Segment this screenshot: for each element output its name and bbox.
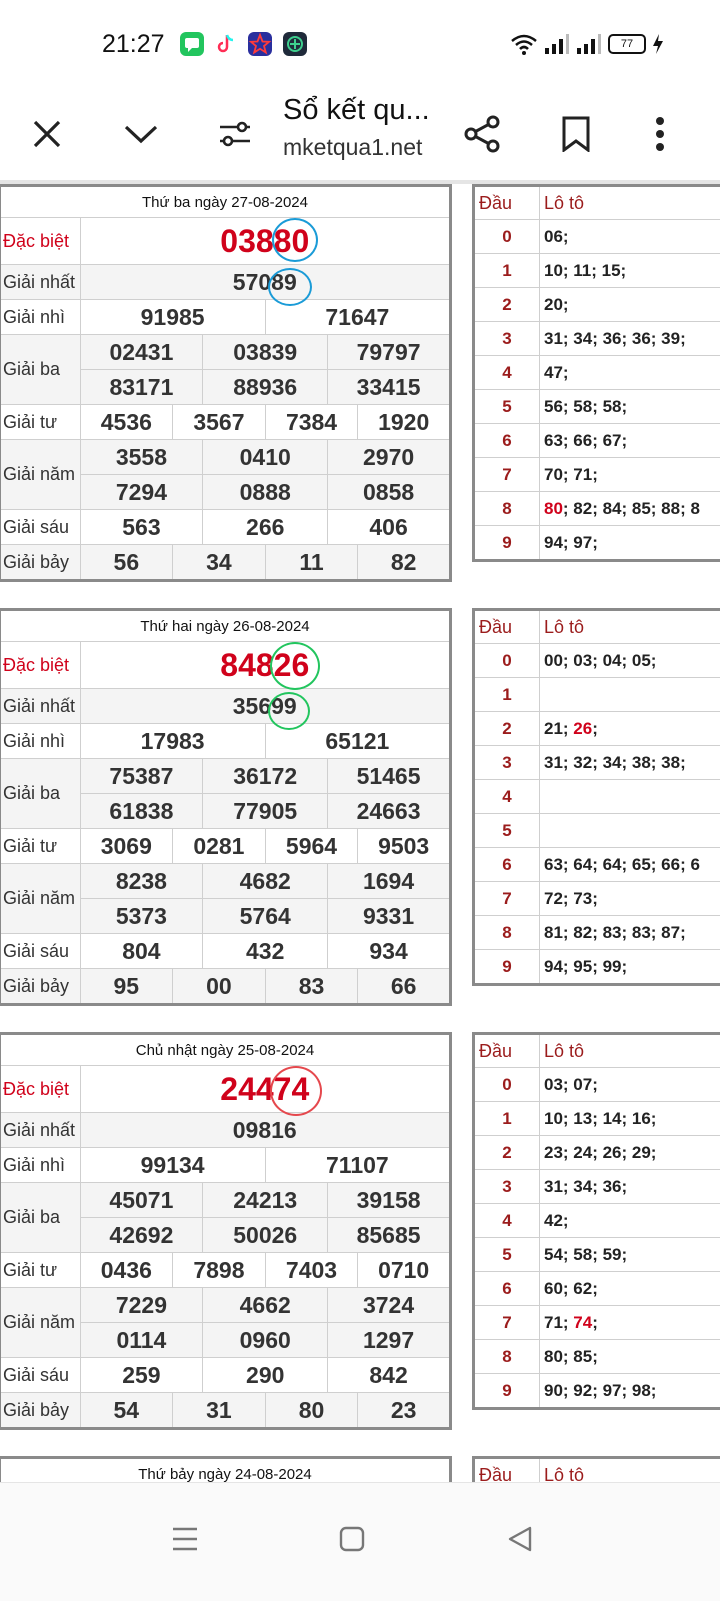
dau-digit: 4 — [474, 1204, 540, 1238]
loto-values: 00; 03; 04; 05; — [540, 644, 720, 678]
results-table — [0, 608, 452, 1006]
prize-number: 71647 — [265, 300, 450, 335]
prize-number: 83171 — [80, 370, 203, 405]
prize-number: 24213 — [203, 1183, 328, 1218]
battery-level: 77 — [608, 34, 646, 54]
prize-number: 5764 — [203, 899, 328, 934]
results-table — [0, 1456, 452, 1482]
loto-values: 70; 71; — [540, 458, 720, 492]
dau-digit: 1 — [474, 678, 540, 712]
prize-number: 88936 — [203, 370, 328, 405]
loto-values: 42; — [540, 1204, 720, 1238]
loto-values: 80; 82; 84; 85; 88; 8 — [540, 492, 720, 526]
label-dac-biet: Đặc biệt — [0, 218, 80, 265]
loto-values: 81; 82; 83; 83; 87; — [540, 916, 720, 950]
draw-date: Thứ ba ngày 27-08-2024 — [0, 186, 451, 218]
loto-values: 94; 97; — [540, 526, 720, 561]
prize-number: 0888 — [203, 475, 328, 510]
prize-number: 0436 — [80, 1253, 173, 1288]
label-giai-tu: Giải tư — [0, 405, 80, 440]
loto-values: 63; 66; 67; — [540, 424, 720, 458]
page-url[interactable]: mketqua1.net — [283, 134, 422, 161]
loto-table — [472, 184, 720, 562]
label-giai-nam: Giải năm — [0, 440, 80, 510]
prize-number: 00 — [173, 969, 266, 1005]
label-giai-ba: Giải ba — [0, 335, 80, 405]
prize-number: 24663 — [328, 794, 451, 829]
prize-number: 61838 — [80, 794, 203, 829]
recent-apps-button[interactable] — [153, 1507, 217, 1571]
results-content — [0, 184, 720, 1482]
loto-header: Lô tô — [540, 1034, 720, 1068]
prize-number: 99134 — [80, 1148, 265, 1183]
prize-number: 66 — [358, 969, 451, 1005]
dau-digit: 9 — [474, 526, 540, 561]
prize-number: 85685 — [328, 1218, 451, 1253]
label-giai-nhat: Giải nhất — [0, 265, 80, 300]
prize-number: 75387 — [80, 759, 203, 794]
dau-digit: 2 — [474, 712, 540, 746]
first-prize: 35699 — [80, 689, 450, 724]
dau-digit: 2 — [474, 1136, 540, 1170]
star-app-icon — [248, 32, 272, 56]
close-icon — [31, 118, 63, 150]
dau-digit: 7 — [474, 1306, 540, 1340]
label-giai-nhi: Giải nhì — [0, 1148, 80, 1183]
label-giai-nhi: Giải nhì — [0, 300, 80, 335]
loto-table — [472, 1456, 720, 1482]
charging-icon — [652, 33, 664, 55]
label-giai-bay: Giải bảy — [0, 545, 80, 581]
loto-table — [472, 608, 720, 986]
back-button[interactable] — [488, 1507, 552, 1571]
dau-digit: 5 — [474, 1238, 540, 1272]
loto-header: Lô tô — [540, 186, 720, 220]
loto-values: 23; 24; 26; 29; — [540, 1136, 720, 1170]
wifi-icon — [510, 33, 538, 55]
home-icon — [339, 1526, 365, 1552]
label-giai-nam: Giải năm — [0, 864, 80, 934]
prize-number: 82 — [358, 545, 451, 581]
label-giai-tu: Giải tư — [0, 1253, 80, 1288]
prize-number: 842 — [328, 1358, 451, 1393]
status-time: 21:27 — [102, 30, 165, 59]
label-giai-sau: Giải sáu — [0, 1358, 80, 1393]
dau-digit: 7 — [474, 458, 540, 492]
label-dac-biet: Đặc biệt — [0, 642, 80, 689]
loto-values: 06; — [540, 220, 720, 254]
back-icon — [507, 1525, 533, 1553]
label-dac-biet: Đặc biệt — [0, 1066, 80, 1113]
prize-number: 7229 — [80, 1288, 203, 1323]
prize-number: 95 — [80, 969, 173, 1005]
dau-digit: 8 — [474, 492, 540, 526]
dau-digit: 8 — [474, 1340, 540, 1374]
prize-number: 79797 — [328, 335, 451, 370]
chevron-down-icon — [123, 122, 159, 146]
label-giai-nam: Giải năm — [0, 1288, 80, 1358]
prize-number: 7898 — [173, 1253, 266, 1288]
loto-header: Lô tô — [540, 1458, 720, 1483]
dau-digit: 1 — [474, 254, 540, 288]
special-prize: 24474 — [80, 1066, 450, 1113]
dau-digit: 0 — [474, 1068, 540, 1102]
dau-header: Đầu — [474, 186, 540, 220]
prize-number: 45071 — [80, 1183, 203, 1218]
label-giai-bay: Giải bảy — [0, 1393, 80, 1429]
dau-digit: 0 — [474, 644, 540, 678]
dau-digit: 1 — [474, 1102, 540, 1136]
label-giai-ba: Giải ba — [0, 1183, 80, 1253]
prize-number: 8238 — [80, 864, 203, 899]
label-giai-tu: Giải tư — [0, 829, 80, 864]
prize-number: 1694 — [328, 864, 451, 899]
share-icon — [462, 114, 502, 154]
dau-digit: 9 — [474, 1374, 540, 1409]
draw-date: Chủ nhật ngày 25-08-2024 — [0, 1034, 451, 1066]
loto-values: 21; 26; — [540, 712, 720, 746]
bookmark-button[interactable] — [548, 106, 604, 162]
prize-number: 563 — [80, 510, 203, 545]
home-button[interactable] — [320, 1507, 384, 1571]
prize-number: 3567 — [173, 405, 266, 440]
label-giai-sau: Giải sáu — [0, 510, 80, 545]
status-right — [510, 32, 664, 56]
label-giai-nhi: Giải nhì — [0, 724, 80, 759]
prize-number: 432 — [203, 934, 328, 969]
close-button[interactable] — [19, 106, 75, 162]
prize-number: 266 — [203, 510, 328, 545]
dau-digit: 3 — [474, 746, 540, 780]
signal-icon-2 — [576, 33, 602, 55]
dau-digit: 6 — [474, 424, 540, 458]
prize-number: 83 — [265, 969, 358, 1005]
prize-number: 9331 — [328, 899, 451, 934]
prize-number: 1920 — [358, 405, 451, 440]
prize-number: 406 — [328, 510, 451, 545]
prize-number: 50026 — [203, 1218, 328, 1253]
draw-date: Thứ bảy ngày 24-08-2024 — [0, 1458, 451, 1483]
more-vert-icon — [655, 116, 665, 152]
prize-number: 7403 — [265, 1253, 358, 1288]
loto-values: 94; 95; 99; — [540, 950, 720, 985]
loto-values: 10; 13; 14; 16; — [540, 1102, 720, 1136]
draw-date: Thứ hai ngày 26-08-2024 — [0, 610, 451, 642]
dau-digit: 7 — [474, 882, 540, 916]
first-prize: 09816 — [80, 1113, 450, 1148]
loto-values — [540, 678, 720, 712]
loto-values: 31; 34; 36; 36; 39; — [540, 322, 720, 356]
prize-number: 0858 — [328, 475, 451, 510]
bookmark-icon — [561, 116, 591, 152]
prize-number: 4536 — [80, 405, 173, 440]
prize-number: 65121 — [265, 724, 450, 759]
prize-number: 03839 — [203, 335, 328, 370]
loto-values: 47; — [540, 356, 720, 390]
prize-number: 5964 — [265, 829, 358, 864]
label-giai-sau: Giải sáu — [0, 934, 80, 969]
prize-number: 259 — [80, 1358, 203, 1393]
dau-digit: 0 — [474, 220, 540, 254]
results-table — [0, 1032, 452, 1430]
prize-number: 3724 — [328, 1288, 451, 1323]
dau-digit: 6 — [474, 1272, 540, 1306]
prize-number: 02431 — [80, 335, 203, 370]
prize-number: 0410 — [203, 440, 328, 475]
prize-number: 0710 — [358, 1253, 451, 1288]
prize-number: 77905 — [203, 794, 328, 829]
prize-number: 56 — [80, 545, 173, 581]
loto-values: 80; 85; — [540, 1340, 720, 1374]
prize-number: 36172 — [203, 759, 328, 794]
loto-values: 72; 73; — [540, 882, 720, 916]
system-nav-bar — [0, 1482, 720, 1601]
label-giai-nhat: Giải nhất — [0, 689, 80, 724]
prize-number: 4662 — [203, 1288, 328, 1323]
prize-number: 51465 — [328, 759, 451, 794]
prize-number: 17983 — [80, 724, 265, 759]
first-prize: 57089 — [80, 265, 450, 300]
prize-number: 7384 — [265, 405, 358, 440]
status-bar — [0, 0, 720, 88]
dau-header: Đầu — [474, 1034, 540, 1068]
prize-number: 1297 — [328, 1323, 451, 1358]
loto-values — [540, 814, 720, 848]
dau-digit: 5 — [474, 814, 540, 848]
dau-digit: 6 — [474, 848, 540, 882]
page-title: Sổ kết qu... — [283, 94, 430, 127]
dau-digit: 3 — [474, 322, 540, 356]
prize-number: 0960 — [203, 1323, 328, 1358]
prize-number: 3069 — [80, 829, 173, 864]
share-button[interactable] — [454, 106, 510, 162]
dau-digit: 5 — [474, 390, 540, 424]
prize-number: 7294 — [80, 475, 203, 510]
prize-number: 71107 — [265, 1148, 450, 1183]
loto-values: 20; — [540, 288, 720, 322]
prize-number: 34 — [173, 545, 266, 581]
more-options-button[interactable] — [632, 106, 688, 162]
loto-values: 31; 34; 36; — [540, 1170, 720, 1204]
loto-values: 54; 58; 59; — [540, 1238, 720, 1272]
prize-number: 5373 — [80, 899, 203, 934]
prize-number: 0281 — [173, 829, 266, 864]
label-giai-ba: Giải ba — [0, 759, 80, 829]
dau-digit: 2 — [474, 288, 540, 322]
prize-number: 42692 — [80, 1218, 203, 1253]
dau-digit: 4 — [474, 356, 540, 390]
prize-number: 2970 — [328, 440, 451, 475]
dau-digit: 9 — [474, 950, 540, 985]
prize-number: 23 — [358, 1393, 451, 1429]
dau-header: Đầu — [474, 610, 540, 644]
loto-values: 03; 07; — [540, 1068, 720, 1102]
dau-digit: 3 — [474, 1170, 540, 1204]
loto-values: 10; 11; 15; — [540, 254, 720, 288]
prize-number: 4682 — [203, 864, 328, 899]
special-prize: 03880 — [80, 218, 450, 265]
prize-number: 31 — [173, 1393, 266, 1429]
dau-digit: 4 — [474, 780, 540, 814]
filter-icon — [218, 119, 252, 149]
loto-values: 90; 92; 97; 98; — [540, 1374, 720, 1409]
loto-values: 63; 64; 64; 65; 66; 6 — [540, 848, 720, 882]
loto-table — [472, 1032, 720, 1410]
dau-header: Đầu — [474, 1458, 540, 1483]
collapse-button[interactable] — [113, 106, 169, 162]
prize-number: 9503 — [358, 829, 451, 864]
page-settings-button[interactable] — [207, 106, 263, 162]
loto-values: 31; 32; 34; 38; 38; — [540, 746, 720, 780]
prize-number: 91985 — [80, 300, 265, 335]
shield-app-icon — [283, 32, 307, 56]
prize-number: 290 — [203, 1358, 328, 1393]
loto-values: 60; 62; — [540, 1272, 720, 1306]
prize-number: 11 — [265, 545, 358, 581]
results-table — [0, 184, 452, 582]
prize-number: 33415 — [328, 370, 451, 405]
loto-header: Lô tô — [540, 610, 720, 644]
loto-values: 71; 74; — [540, 1306, 720, 1340]
dau-digit: 8 — [474, 916, 540, 950]
prize-number: 80 — [265, 1393, 358, 1429]
messages-app-icon — [180, 32, 204, 56]
loto-values — [540, 780, 720, 814]
special-prize: 84826 — [80, 642, 450, 689]
prize-number: 39158 — [328, 1183, 451, 1218]
signal-icon — [544, 33, 570, 55]
prize-number: 804 — [80, 934, 203, 969]
menu-icon — [171, 1526, 199, 1552]
tiktok-app-icon — [214, 32, 238, 56]
label-giai-bay: Giải bảy — [0, 969, 80, 1005]
loto-values: 56; 58; 58; — [540, 390, 720, 424]
prize-number: 934 — [328, 934, 451, 969]
prize-number: 3558 — [80, 440, 203, 475]
prize-number: 0114 — [80, 1323, 203, 1358]
prize-number: 54 — [80, 1393, 173, 1429]
label-giai-nhat: Giải nhất — [0, 1113, 80, 1148]
